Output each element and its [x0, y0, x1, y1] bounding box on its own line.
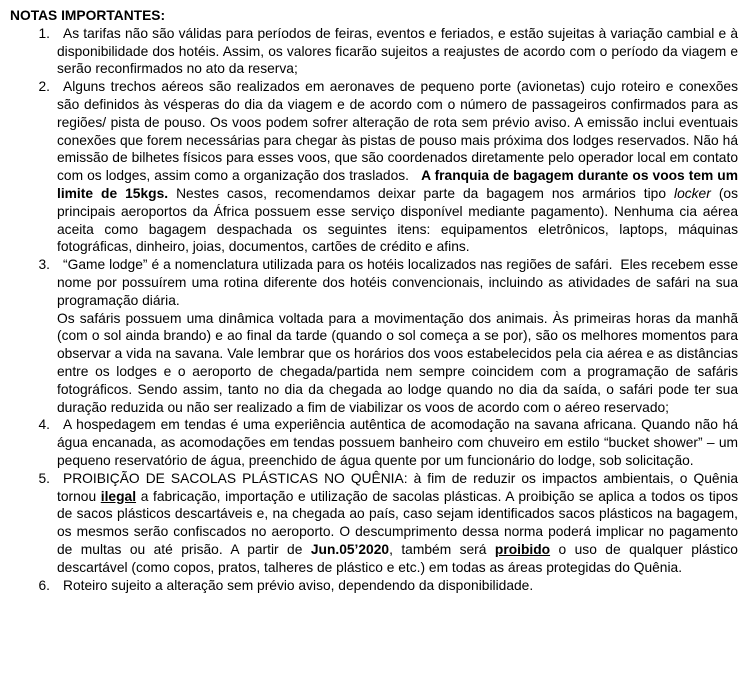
important-notes-list [10, 25, 738, 595]
note-3-paragraph-2 [57, 310, 738, 417]
text-run-bold-date: Jun.05’2020 [310, 541, 390, 557]
text-run: Alguns trechos aéreos são realizados em aeronaves de pequeno porte (avionetas) cujo roteiro e conexões são definidos às vésperas do dia da viagem e de acordo com o número de passageiros confirmados para as regiões/ pista de pouso. Os voos podem sofrer alteração de rota sem prévio aviso. A emissão inclui eventuais conexões que forem necessárias para chegar às pistas de pouso mais próxima dos lodges reservados. Não há emissão de bilhetes físicos para esses voos, que são coordenados diretamente pelo operador local em contato com os lodges, assim como a organização dos traslados. [57, 79, 738, 184]
note-item-2 [10, 78, 738, 256]
text-run: Nestes casos, recomendamos deixar parte da bagagem nos armários tipo [168, 185, 675, 201]
text-run: PROIBIÇÃO DE SACOLAS PLÁSTICAS NO QUÊNIA: à fim de reduzir os impactos ambientais, o Quênia tornou [57, 470, 738, 504]
page-title: NOTAS IMPORTANTES: [10, 8, 166, 23]
note-item-6 [10, 577, 738, 595]
text-run-bold-underline-ilegal: ilegal [100, 488, 137, 504]
item-number: 4. [38, 417, 50, 433]
item-number: 2. [38, 79, 50, 95]
note-5-paragraph [57, 470, 738, 577]
item-number: 5. [38, 470, 50, 486]
item-number: 3. [38, 257, 50, 273]
text-run: a fabricação, importação e utilização de sacolas plásticas. A proibição se aplica a todos os tipos de sacos plásticos descartáveis e, na chegada ao país, caso sejam identificados sacos plásticos na bagagem, os mesmos serão confiscados no aeroporto. O descumprimento dessa norma poderá implicar no pagamento de multas ou até prisão. A partir de [57, 488, 738, 557]
item-number: 6. [38, 577, 50, 593]
note-item-1 [10, 25, 738, 78]
note-1-paragraph [57, 25, 738, 78]
text-run: Roteiro sujeito a alteração sem prévio aviso, dependendo da disponibilidade. [63, 577, 534, 593]
text-run-bold-underline-proibido: proibido [494, 541, 551, 557]
text-run: A hospedagem em tendas é uma experiência autêntica de acomodação na savana africana. Quando não há água encanada, as acomodações em tendas possuem banheiro com chuveiro em estilo “bucket shower” – um pequeno reservatório de água, preenchido de água quente por um funcionário do lodge, sob solicitação. [57, 417, 738, 468]
text-run: As tarifas não são válidas para períodos de feiras, eventos e feriados, e estão sujeitas à variação cambial e à disponibilidade dos hotéis. Assim, os valores ficarão sujeitos a reajustes de acordo com o período da viagem e serão reconfirmados no ato da reserva; [57, 25, 738, 77]
item-number: 1. [38, 25, 50, 41]
note-item-3 [10, 256, 738, 416]
text-run: “Game lodge” é a nomenclatura utilizada para os hotéis localizados nas regiões de safári. Eles recebem esse nome por possuírem uma rotina diferente dos hotéis convencionais, incluindo as atividades de safári na sua programação diária. [57, 257, 738, 308]
text-run-italic-locker: locker [674, 185, 711, 201]
note-item-4 [10, 416, 738, 469]
note-2-paragraph [57, 78, 738, 256]
note-item-5 [10, 470, 738, 577]
note-3-paragraph-1 [57, 256, 738, 309]
text-run: o uso de qualquer plástico descartável (como copos, pratos, talheres de plástico e etc.) em todas as áreas protegidas do Quênia. [57, 541, 738, 575]
text-run: , também será [389, 541, 495, 557]
note-6-paragraph [57, 577, 738, 595]
text-run: (os principais aeroportos da África possuem esse serviço disponível mediante pagamento). Nenhuma cia aérea aceita como bagagem despachada os seguintes itens: equipamentos eletrônicos, laptops, máquinas fotográficas, dinheiro, joias, documentos, cartões de crédito e afins. [57, 185, 738, 255]
note-4-paragraph [57, 416, 738, 469]
text-run-bold-baggage-limit: A franquia de bagagem durante os voos tem um limite de 15kgs. [57, 168, 739, 201]
text-run: Os safáris possuem uma dinâmica voltada para a movimentação dos animais. Às primeiras horas da manhã (com o sol ainda brando) e ao final da tarde (quando o sol começa a se por), são os melhores momentos para observar a vida na savana. Vale lembrar que os horários dos voos estabelecidos pela cia aérea e as distâncias entre os lodges e o aeroporto de chegada/partida nem sempre coincidem com a programação de safáris fotográficos. Sendo assim, tanto no dia da chegada ao lodge quando no dia da saída, o safári pode ter sua duração reduzida ou não ser realizado a fim de viabilizar os voos de acordo com o aéreo reservado; [57, 310, 738, 415]
